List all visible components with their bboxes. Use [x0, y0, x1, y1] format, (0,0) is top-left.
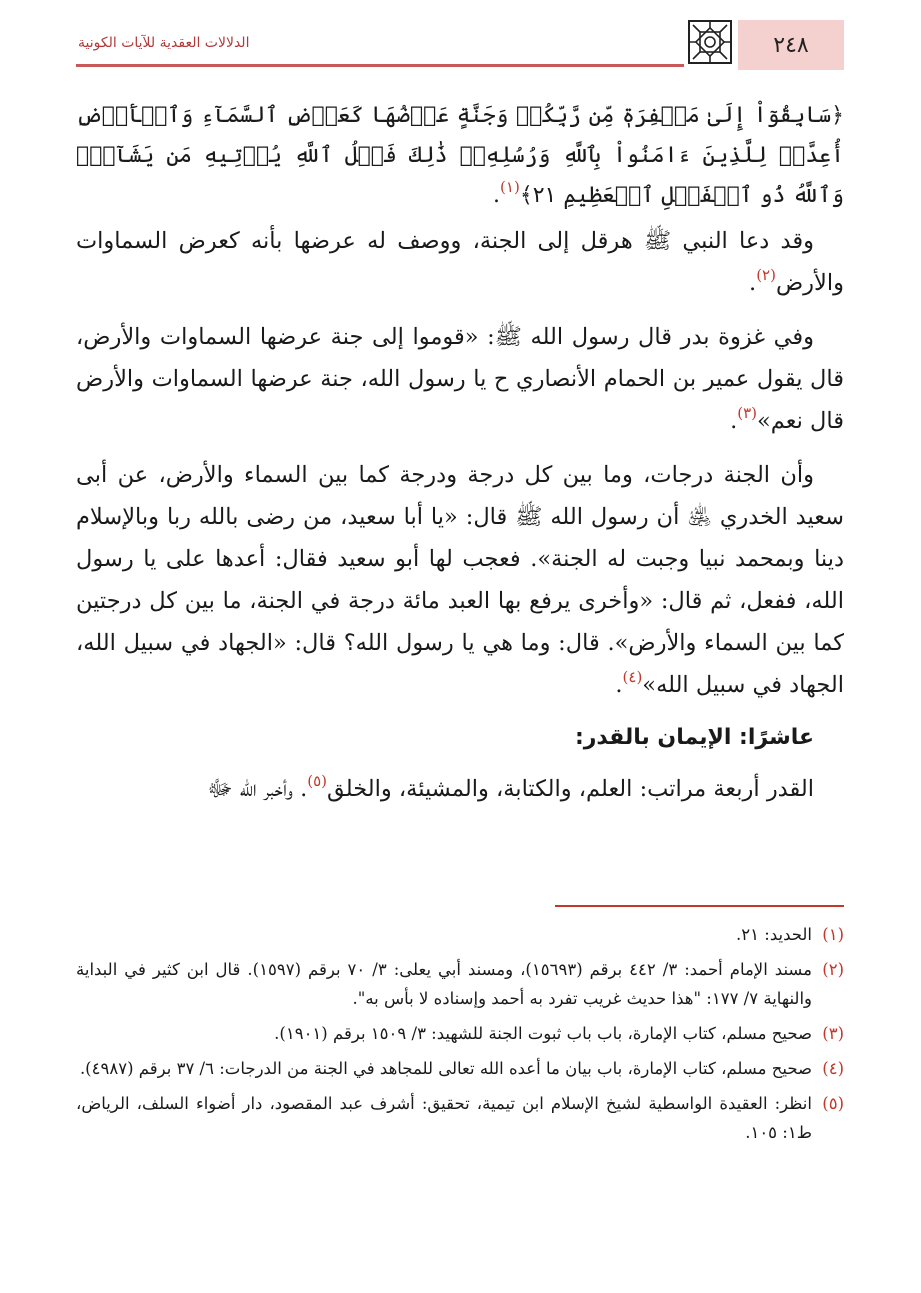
footnote-item — [76, 1019, 844, 1048]
footnote-number: (٤) — [822, 1059, 844, 1078]
paragraph: وقد دعا النبي ﷺ هرقل إلى الجنة، ووصف له عرضها بأنه كعرض السماوات والأرض$^{(٢)}$. — [76, 228, 844, 296]
page-header — [0, 20, 921, 72]
header-rule — [76, 64, 684, 67]
footnote-item — [76, 955, 844, 1013]
footnote-number: (٥) — [822, 1094, 844, 1113]
paragraph: وفي غزوة بدر قال رسول الله ﷺ: «قوموا إلى جنة عرضها السماوات والأرض، قال يقول عمير بن الحمام الأنصاري ح يا رسول الله، جنة عرضها السماوات والأرض قال نعم»$^{(٣)}$. — [76, 324, 844, 434]
footnote-item — [76, 1089, 844, 1147]
footnote-ref[interactable]: (٥) — [307, 772, 328, 790]
running-title: الدلالات العقدية للآيات الكونية — [78, 35, 250, 51]
verse-text: ﴿سَابِقُوٓاْ إِلَىٰ مَغۡفِرَةٖ مِّن رَّبِّكُمۡ وَجَنَّةٍ عَرۡضُهَا كَعَرۡضِ ٱلسَّمَآءِ وَٱلۡأَرۡضِ أُعِدَّتۡ لِلَّذِينَ ءَامَنُواْ بِٱللَّهِ وَرُسُلِهِۦۚ ذَٰلِكَ فَضۡلُ ٱللَّهِ يُؤۡتِيهِ مَن يَشَآءُۚ وَٱللَّهُ ذُو ٱلۡفَضۡلِ ٱلۡعَظِيمِ ٢١﴾ — [76, 103, 844, 208]
paragraph-text: . وأخبر الله ﷻ — [207, 776, 308, 802]
footnote-item — [76, 1054, 844, 1083]
quran-verse: ﴿سَابِقُوٓاْ إِلَىٰ مَغۡفِرَةٖ مِّن رَّبِّكُمۡ وَجَنَّةٍ عَرۡضُهَا كَعَرۡضِ ٱلسَّمَآءِ وَٱلۡأَرۡضِ أُعِدَّتۡ لِلَّذِينَ ءَامَنُواْ بِٱللَّهِ وَرُسُلِهِۦۚ ذَٰلِكَ فَضۡلُ ٱللَّهِ يُؤۡتِيهِ مَن يَشَآءُۚ وَٱللَّهُ ذُو ٱلۡفَضۡلِ ٱلۡعَظِيمِ ٢١﴾$^{(١)}$. — [76, 103, 844, 208]
paragraph-text: القدر أربعة مراتب: العلم، والكتابة، والمشيئة، والخلق — [327, 776, 814, 802]
page-number: ٢٤٨ — [738, 20, 844, 70]
paragraph: وأن الجنة درجات، وما بين كل درجة ودرجة كما بين السماء والأرض، عن أبى سعيد الخدري ﵁ أن رسول الله ﷺ قال: «يا أبا سعيد، من رضى بالله ربا وبالإسلام دينا وبمحمد نبيا وجبت له الجنة». فعجب لها أبو سعيد فقال: أعدها على يا رسول الله، ففعل، ثم قال: «وأخرى يرفع بها العبد مائة درجة في الجنة، ما بين كل درجتين كما بين السماء والأرض». قال: وما هي يا رسول الله؟ قال: «الجهاد في سبيل الله، الجهاد في سبيل الله»$^{(٤)}$. — [76, 462, 844, 698]
footnote-text: صحيح مسلم، كتاب الإمارة، باب باب ثبوت الجنة للشهيد: ٣/ ١٥٠٩ برقم (١٩٠١). — [274, 1024, 812, 1043]
footnote-divider — [555, 905, 844, 907]
footnote-text: انظر: العقيدة الواسطية لشيخ الإسلام ابن تيمية، تحقيق: أشرف عبد المقصود، دار أضواء السلف، الرياض، ط١: ١٠٥. — [76, 1094, 812, 1142]
footnote-ref[interactable]: (١) — [500, 178, 520, 196]
paragraph-text: وفي غزوة بدر قال رسول الله ﷺ: «قوموا إلى جنة عرضها السماوات والأرض، قال يقول عمير بن الحمام الأنصاري ح يا رسول الله، جنة عرضها السماوات والأرض قال نعم» — [76, 324, 844, 434]
footnotes — [76, 920, 844, 1153]
footnote-number: (٢) — [822, 960, 844, 979]
footnote-number: (٣) — [822, 1024, 844, 1043]
main-text — [76, 96, 844, 822]
paragraph-text: وأن الجنة درجات، وما بين كل درجة ودرجة كما بين السماء والأرض، عن أبى سعيد الخدري ﵁ أن رسول الله ﷺ قال: «يا أبا سعيد، من رضى بالله ربا وبالإسلام دينا وبمحمد نبيا وجبت له الجنة». فعجب لها أبو سعيد فقال: أعدها على يا رسول الله، ففعل، ثم قال: «وأخرى يرفع بها العبد مائة درجة في الجنة، ما بين كل درجتين كما بين السماء والأرض». قال: وما هي يا رسول الله؟ قال: «الجهاد في سبيل الله، الجهاد في سبيل الله» — [76, 462, 844, 698]
footnote-item — [76, 920, 844, 949]
paragraph-text: وقد دعا النبي ﷺ هرقل إلى الجنة، ووصف له عرضها بأنه كعرض السماوات والأرض — [76, 228, 844, 296]
footnote-text: مسند الإمام أحمد: ٣/ ٤٤٢ برقم (١٥٦٩٣)، ومسند أبي يعلى: ٣/ ٧٠ برقم (١٥٩٧). قال ابن كثير في البداية والنهاية ٧/ ١٧٧: "هذا حديث غريب تفرد به أحمد وإسناده لا بأس به". — [76, 960, 812, 1008]
footnote-text: الحديد: ٢١. — [736, 925, 812, 944]
section-heading: عاشرًا: الإيمان بالقدر: — [574, 725, 814, 750]
paragraph — [76, 768, 844, 810]
footnote-number: (١) — [822, 925, 844, 944]
ornament-icon — [688, 20, 732, 64]
footnote-ref[interactable]: (٤) — [622, 668, 643, 686]
footnote-ref[interactable]: (٣) — [737, 404, 758, 422]
footnote-text: صحيح مسلم، كتاب الإمارة، باب بيان ما أعده الله تعالى للمجاهد في الجنة من الدرجات: ٦/ ٣٧ برقم (٤٩٨٧). — [79, 1059, 812, 1078]
footnote-ref[interactable]: (٢) — [756, 266, 776, 284]
